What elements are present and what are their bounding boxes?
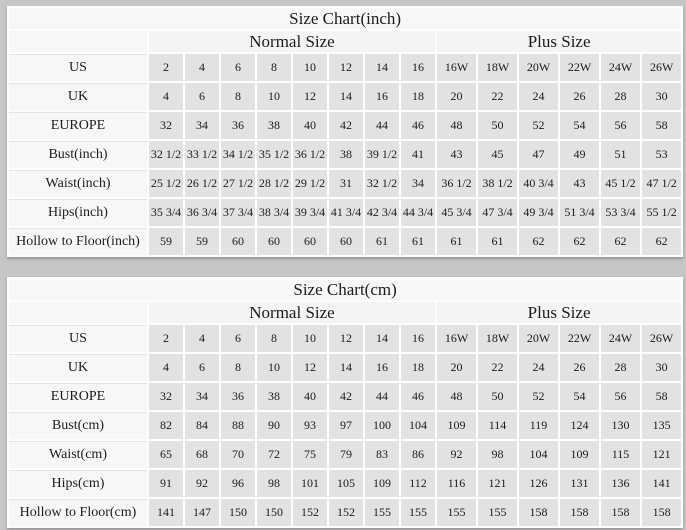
size-cell: 41 3/4 (329, 199, 363, 226)
row-label: UK (9, 83, 147, 110)
size-cell: 38 (257, 112, 291, 139)
size-cell: 6 (221, 325, 255, 352)
table-row (9, 83, 681, 110)
size-cell: 35 1/2 (257, 141, 291, 168)
size-cell: 100 (365, 412, 399, 439)
size-cell: 44 (365, 383, 399, 410)
row-label: US (9, 325, 147, 352)
size-cell: 14 (365, 54, 399, 81)
size-cell: 30 (642, 354, 681, 381)
size-cell: 36 1/2 (293, 141, 327, 168)
size-cell: 155 (478, 499, 517, 526)
size-cell: 158 (560, 499, 599, 526)
size-cell: 114 (478, 412, 517, 439)
size-cell: 121 (642, 441, 681, 468)
corner-cell (9, 302, 147, 323)
size-cell: 62 (601, 228, 640, 255)
size-cell: 34 (401, 170, 435, 197)
size-cell: 155 (437, 499, 476, 526)
size-cell: 121 (478, 470, 517, 497)
size-cell: 22W (560, 325, 599, 352)
row-label: Waist(inch) (9, 170, 147, 197)
size-cell: 32 1/2 (365, 170, 399, 197)
size-cell: 52 (519, 383, 558, 410)
size-cell: 44 3/4 (401, 199, 435, 226)
group-header-plus: Plus Size (437, 31, 681, 52)
row-label: Hips(inch) (9, 199, 147, 226)
size-cell: 34 1/2 (221, 141, 255, 168)
size-cell: 26 (560, 354, 599, 381)
table-row (9, 470, 681, 497)
size-cell: 131 (560, 470, 599, 497)
size-cell: 26 (560, 83, 599, 110)
size-cell: 2 (149, 325, 183, 352)
row-label: US (9, 54, 147, 81)
row-label: Hips(cm) (9, 470, 147, 497)
title-row (9, 279, 681, 300)
size-cell: 8 (221, 83, 255, 110)
size-cell: 18 (401, 83, 435, 110)
table-row (9, 499, 681, 526)
size-cell: 10 (293, 54, 327, 81)
size-cell: 40 (293, 383, 327, 410)
row-label: Hollow to Floor(cm) (9, 499, 147, 526)
row-label: Hollow to Floor(inch) (9, 228, 147, 255)
size-cell: 42 3/4 (365, 199, 399, 226)
size-cell: 34 (185, 112, 219, 139)
size-cell: 28 1/2 (257, 170, 291, 197)
size-cell: 104 (401, 412, 435, 439)
size-cell: 39 3/4 (293, 199, 327, 226)
size-cell: 50 (478, 383, 517, 410)
size-cell: 26W (642, 54, 681, 81)
size-cell: 47 3/4 (478, 199, 517, 226)
size-cell: 126 (519, 470, 558, 497)
table-title-inch: Size Chart(inch) (9, 8, 681, 29)
title-row (9, 8, 681, 29)
size-cell: 47 1/2 (642, 170, 681, 197)
size-cell: 12 (329, 54, 363, 81)
size-cell: 35 3/4 (149, 199, 183, 226)
size-cell: 37 3/4 (221, 199, 255, 226)
size-cell: 44 (365, 112, 399, 139)
size-cell: 45 1/2 (601, 170, 640, 197)
size-cell: 38 (257, 383, 291, 410)
size-cell: 79 (329, 441, 363, 468)
corner-cell (9, 31, 147, 52)
size-cell: 52 (519, 112, 558, 139)
size-cell: 61 (437, 228, 476, 255)
row-label: Waist(cm) (9, 441, 147, 468)
size-cell: 38 (329, 141, 363, 168)
size-cell: 112 (401, 470, 435, 497)
size-cell: 59 (185, 228, 219, 255)
size-cell: 12 (329, 325, 363, 352)
size-cell: 61 (401, 228, 435, 255)
size-cell: 20W (519, 54, 558, 81)
size-cell: 49 3/4 (519, 199, 558, 226)
table-row (9, 441, 681, 468)
table-row (9, 54, 681, 81)
size-cell: 6 (185, 83, 219, 110)
row-label: UK (9, 354, 147, 381)
size-cell: 47 (519, 141, 558, 168)
size-cell: 42 (329, 383, 363, 410)
table-row (9, 325, 681, 352)
table-title-cm: Size Chart(cm) (9, 279, 681, 300)
size-cell: 34 (185, 383, 219, 410)
size-chart-cm-table (7, 277, 683, 528)
size-cell: 61 (478, 228, 517, 255)
row-label: Bust(inch) (9, 141, 147, 168)
size-cell: 12 (293, 354, 327, 381)
size-cell: 62 (642, 228, 681, 255)
size-cell: 16 (365, 354, 399, 381)
size-cell: 43 (560, 170, 599, 197)
size-cell: 38 3/4 (257, 199, 291, 226)
size-cell: 62 (519, 228, 558, 255)
size-cell: 4 (149, 354, 183, 381)
size-cell: 42 (329, 112, 363, 139)
row-label: EUROPE (9, 112, 147, 139)
size-cell: 39 1/2 (365, 141, 399, 168)
size-cell: 65 (149, 441, 183, 468)
table-row (9, 354, 681, 381)
size-cell: 49 (560, 141, 599, 168)
size-cell: 62 (560, 228, 599, 255)
size-cell: 46 (401, 112, 435, 139)
size-cell: 8 (257, 325, 291, 352)
size-chart-inch-table (7, 6, 683, 257)
size-cell: 28 (601, 83, 640, 110)
size-cell: 109 (437, 412, 476, 439)
size-cell: 16 (401, 325, 435, 352)
size-cell: 40 (293, 112, 327, 139)
size-cell: 48 (437, 112, 476, 139)
size-cell: 54 (560, 112, 599, 139)
size-cell: 119 (519, 412, 558, 439)
size-cell: 25 1/2 (149, 170, 183, 197)
size-cell: 155 (365, 499, 399, 526)
table-row (9, 383, 681, 410)
size-cell: 152 (293, 499, 327, 526)
size-cell: 150 (221, 499, 255, 526)
size-cell: 147 (185, 499, 219, 526)
size-cell: 150 (257, 499, 291, 526)
size-cell: 86 (401, 441, 435, 468)
size-cell: 48 (437, 383, 476, 410)
size-cell: 101 (293, 470, 327, 497)
size-cell: 141 (642, 470, 681, 497)
size-cell: 84 (185, 412, 219, 439)
size-cell: 92 (437, 441, 476, 468)
size-cell: 22W (560, 54, 599, 81)
size-cell: 51 (601, 141, 640, 168)
size-cell: 20W (519, 325, 558, 352)
size-cell: 82 (149, 412, 183, 439)
size-cell: 53 (642, 141, 681, 168)
size-cell: 60 (293, 228, 327, 255)
size-cell: 98 (257, 470, 291, 497)
group-header-row (9, 302, 681, 323)
size-cell: 136 (601, 470, 640, 497)
size-cell: 12 (293, 83, 327, 110)
size-cell: 36 1/2 (437, 170, 476, 197)
size-cell: 70 (221, 441, 255, 468)
size-cell: 61 (365, 228, 399, 255)
size-cell: 18W (478, 325, 517, 352)
size-cell: 158 (601, 499, 640, 526)
size-cell: 135 (642, 412, 681, 439)
size-cell: 36 (221, 112, 255, 139)
size-cell: 68 (185, 441, 219, 468)
size-cell: 90 (257, 412, 291, 439)
row-label: Bust(cm) (9, 412, 147, 439)
size-cell: 31 (329, 170, 363, 197)
size-cell: 14 (365, 325, 399, 352)
size-cell: 20 (437, 354, 476, 381)
size-cell: 8 (257, 54, 291, 81)
size-cell: 4 (149, 83, 183, 110)
size-cell: 155 (401, 499, 435, 526)
size-cell: 18W (478, 54, 517, 81)
size-cell: 10 (293, 325, 327, 352)
size-cell: 97 (329, 412, 363, 439)
size-cell: 22 (478, 83, 517, 110)
size-cell: 59 (149, 228, 183, 255)
table-row (9, 112, 681, 139)
size-cell: 54 (560, 383, 599, 410)
size-cell: 43 (437, 141, 476, 168)
size-cell: 41 (401, 141, 435, 168)
size-cell: 45 (478, 141, 517, 168)
size-cell: 46 (401, 383, 435, 410)
size-cell: 16W (437, 54, 476, 81)
size-cell: 130 (601, 412, 640, 439)
size-cell: 4 (185, 54, 219, 81)
size-cell: 18 (401, 354, 435, 381)
size-cell: 40 3/4 (519, 170, 558, 197)
size-cell: 16 (365, 83, 399, 110)
size-cell: 58 (642, 112, 681, 139)
size-cell: 6 (221, 54, 255, 81)
group-header-normal: Normal Size (149, 31, 435, 52)
size-cell: 141 (149, 499, 183, 526)
table-row (9, 228, 681, 255)
size-cell: 36 3/4 (185, 199, 219, 226)
row-label: EUROPE (9, 383, 147, 410)
size-cell: 96 (221, 470, 255, 497)
size-cell: 26W (642, 325, 681, 352)
size-cell: 91 (149, 470, 183, 497)
size-cell: 16 (401, 54, 435, 81)
size-cell: 2 (149, 54, 183, 81)
size-cell: 36 (221, 383, 255, 410)
table-row (9, 412, 681, 439)
size-cell: 4 (185, 325, 219, 352)
size-cell: 109 (365, 470, 399, 497)
size-cell: 98 (478, 441, 517, 468)
size-cell: 116 (437, 470, 476, 497)
size-cell: 93 (293, 412, 327, 439)
size-cell: 50 (478, 112, 517, 139)
size-cell: 56 (601, 112, 640, 139)
size-cell: 75 (293, 441, 327, 468)
size-cell: 83 (365, 441, 399, 468)
size-cell: 60 (257, 228, 291, 255)
size-cell: 27 1/2 (221, 170, 255, 197)
size-cell: 26 1/2 (185, 170, 219, 197)
size-cell: 24W (601, 54, 640, 81)
size-cell: 158 (642, 499, 681, 526)
size-cell: 32 (149, 112, 183, 139)
size-cell: 30 (642, 83, 681, 110)
size-cell: 10 (257, 83, 291, 110)
size-cell: 72 (257, 441, 291, 468)
size-cell: 6 (185, 354, 219, 381)
size-cell: 10 (257, 354, 291, 381)
size-cell: 20 (437, 83, 476, 110)
group-header-plus: Plus Size (437, 302, 681, 323)
size-cell: 22 (478, 354, 517, 381)
size-cell: 24 (519, 354, 558, 381)
size-cell: 51 3/4 (560, 199, 599, 226)
size-cell: 24W (601, 325, 640, 352)
size-cell: 14 (329, 354, 363, 381)
size-cell: 158 (519, 499, 558, 526)
size-cell: 32 1/2 (149, 141, 183, 168)
size-cell: 104 (519, 441, 558, 468)
size-cell: 56 (601, 383, 640, 410)
size-cell: 45 3/4 (437, 199, 476, 226)
size-cell: 14 (329, 83, 363, 110)
size-cell: 38 1/2 (478, 170, 517, 197)
group-header-row (9, 31, 681, 52)
table-row (9, 141, 681, 168)
size-cell: 58 (642, 383, 681, 410)
size-cell: 29 1/2 (293, 170, 327, 197)
size-cell: 115 (601, 441, 640, 468)
size-cell: 24 (519, 83, 558, 110)
table-row (9, 199, 681, 226)
size-cell: 16W (437, 325, 476, 352)
size-cell: 53 3/4 (601, 199, 640, 226)
size-cell: 88 (221, 412, 255, 439)
size-cell: 32 (149, 383, 183, 410)
size-cell: 33 1/2 (185, 141, 219, 168)
group-header-normal: Normal Size (149, 302, 435, 323)
size-cell: 60 (329, 228, 363, 255)
size-cell: 124 (560, 412, 599, 439)
size-cell: 92 (185, 470, 219, 497)
table-row (9, 170, 681, 197)
size-cell: 109 (560, 441, 599, 468)
size-cell: 60 (221, 228, 255, 255)
size-cell: 105 (329, 470, 363, 497)
size-cell: 8 (221, 354, 255, 381)
size-cell: 28 (601, 354, 640, 381)
size-cell: 55 1/2 (642, 199, 681, 226)
size-cell: 152 (329, 499, 363, 526)
